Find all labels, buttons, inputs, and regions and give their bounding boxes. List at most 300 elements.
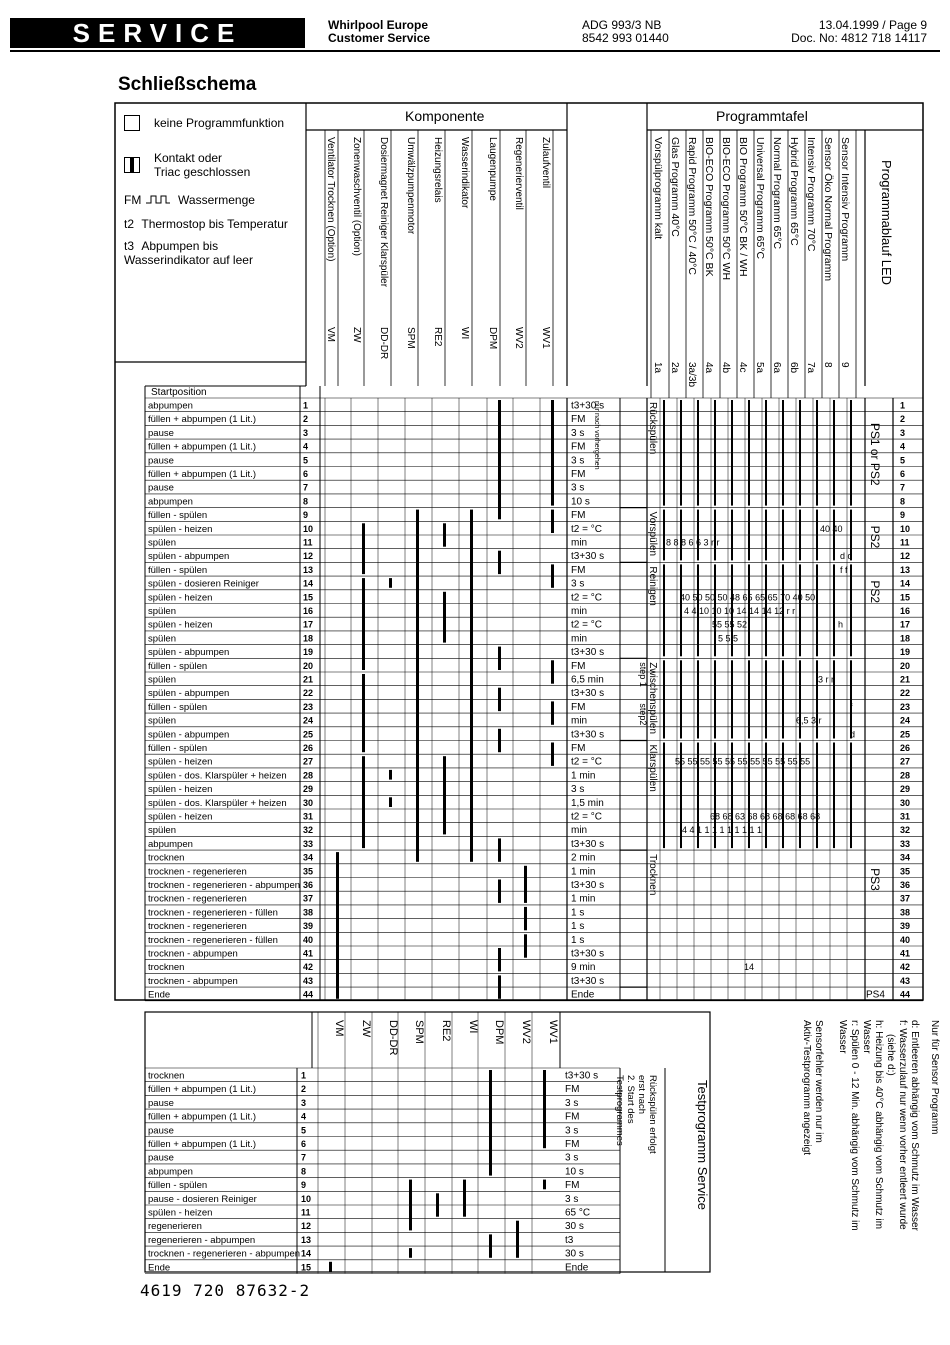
step-time: 9 min	[571, 962, 596, 974]
program-bar	[850, 660, 852, 738]
phase-label: Zwischenspülen	[647, 662, 658, 735]
led-step-number: 5	[900, 455, 906, 466]
step-number: 36	[303, 880, 314, 890]
led-step-number: 33	[900, 838, 911, 849]
program-bar	[816, 400, 818, 506]
contact-bar	[498, 647, 501, 670]
program-bar	[714, 660, 716, 738]
step-time: FM	[571, 743, 586, 754]
step-time: 1,5 min	[571, 797, 604, 809]
contact-bar	[443, 523, 446, 546]
step-time: t3+30 s	[571, 647, 605, 659]
step-time: t3+30 s	[571, 688, 605, 700]
legend-fm: Wassermenge	[178, 193, 255, 207]
test-component-code: RE2	[440, 1020, 452, 1042]
program-bar	[816, 510, 818, 561]
program-value: 8 8 8 6 6 3 r r	[666, 537, 720, 548]
step-number: 32	[303, 825, 314, 836]
step-label: spülen - heizen	[148, 811, 213, 823]
program-bar	[799, 660, 801, 738]
test-component-code: VM	[333, 1020, 345, 1037]
test-step-number: 4	[301, 1111, 307, 1122]
led-label: PS2	[868, 580, 882, 604]
contact-bar	[443, 592, 446, 643]
program-value: 40 50 50 50 48 65 65 65 70 40 50	[680, 592, 816, 603]
note-sensor-only: Nur für Sensor Programm	[929, 1020, 940, 1135]
program-bar	[731, 660, 733, 738]
program-bar	[765, 660, 767, 738]
led-step-number: 11	[900, 537, 910, 548]
step-label: trocknen - abpumpen	[148, 975, 238, 987]
step-time: t3+30 s	[571, 400, 605, 412]
test-step-time: FM	[565, 1111, 580, 1123]
test-step-label: spülen - heizen	[148, 1207, 213, 1219]
component-name: Laugenpumpe	[487, 137, 498, 201]
led-step-number: 13	[900, 564, 911, 575]
program-bar	[748, 400, 750, 506]
led-step-number: 30	[900, 797, 911, 808]
step-label: spülen - heizen	[148, 619, 213, 631]
page-title: Schließschema	[118, 74, 257, 95]
led-step-number: 34	[900, 852, 911, 863]
step-time: 10 s	[571, 496, 590, 508]
component-code: VM	[325, 327, 336, 342]
contact-bar	[362, 756, 365, 848]
program-bar	[799, 400, 801, 506]
step-label: pause	[148, 482, 174, 494]
program-bar	[731, 400, 733, 506]
step-number: 40	[303, 934, 314, 945]
step-time: t3+30 s	[571, 551, 605, 563]
test-step-time: t3	[565, 1234, 574, 1246]
step-number: 27	[303, 756, 314, 767]
step-time: min	[571, 825, 588, 837]
test-contact-bar	[409, 1180, 412, 1231]
startposition-label: Startposition	[151, 387, 207, 398]
test-step-time: FM	[565, 1180, 580, 1192]
led-label: PS1 or PS2	[868, 422, 882, 486]
test-step-number: 5	[301, 1125, 307, 1136]
led-step-number: 32	[900, 825, 911, 836]
step-number: 2	[303, 414, 309, 425]
program-value: h	[838, 619, 844, 630]
component-code: DPM	[487, 327, 498, 350]
contact-bar	[551, 400, 554, 506]
note-d: d: Entleeren abhängig vom Schmutz im Wasser	[909, 1020, 920, 1231]
komponente-title: Komponente	[405, 108, 485, 124]
legend-t3-1: Abpumpen bis	[141, 239, 219, 253]
test-component-code: ZW	[360, 1020, 372, 1038]
step-label: spülen - heizen	[148, 523, 213, 535]
component-code: WI	[459, 327, 470, 340]
program-name: BIO-ECO Programm 50°C WH	[720, 137, 732, 281]
test-contact-bar	[329, 1262, 332, 1272]
step-number: 21	[303, 674, 314, 685]
component-name: Heizungsrelais	[432, 137, 443, 203]
contact-bar	[551, 743, 554, 766]
component-code: WV2	[513, 327, 524, 349]
test-step-number: 14	[301, 1248, 312, 1259]
program-name: Glas Programm 40°C	[669, 137, 681, 237]
program-value: 14	[744, 962, 755, 973]
step-label: füllen - spülen	[148, 701, 208, 713]
test-contact-bar	[463, 1180, 466, 1217]
step-time: 3 s	[571, 482, 585, 494]
test-step-time: 3 s	[565, 1097, 579, 1109]
component-code: RE2	[432, 327, 443, 347]
step-number: 9	[303, 510, 309, 521]
test-step-label: trocknen	[148, 1070, 185, 1082]
program-value: 5 5 5	[718, 633, 739, 644]
program-bar	[850, 564, 852, 656]
service-banner: SERVICE	[10, 18, 305, 48]
test-step-number: 3	[301, 1097, 307, 1108]
part-number: 4619 720 87632-2	[140, 1281, 311, 1300]
test-step-time: 10 s	[565, 1166, 584, 1178]
contact-bar	[389, 797, 392, 807]
test-contact-bar	[489, 1234, 492, 1257]
test-step-label: pause - dosieren Reiniger	[148, 1193, 257, 1205]
program-bar	[748, 660, 750, 738]
note-sensor-2: Aktiv-Testprogramm angezeigt	[801, 1020, 812, 1156]
contact-bar	[470, 564, 473, 670]
contact-bar	[498, 838, 501, 861]
step-label: füllen - spülen	[148, 510, 208, 522]
step-number: 35	[303, 866, 314, 877]
step-time: min	[571, 633, 588, 645]
led-step-number: 20	[900, 660, 911, 671]
program-bar	[748, 510, 750, 561]
program-value: d d	[840, 551, 853, 562]
step-label: spülen - abpumpen	[148, 688, 230, 700]
program-code: 4c	[737, 362, 748, 373]
program-bar	[663, 400, 665, 506]
step-label: abpumpen	[148, 400, 193, 412]
step-number: 20	[303, 660, 314, 671]
step-label: spülen - abpumpen	[148, 551, 230, 563]
doc-number: Doc. No: 4812 718 14117	[791, 31, 927, 45]
step-number: 31	[303, 811, 314, 822]
led-step-number: 36	[900, 880, 911, 890]
step-label: trocknen	[148, 852, 185, 864]
phase-label: Rückspülen	[647, 402, 658, 455]
led-step-number: 39	[900, 921, 911, 932]
contact-bar	[498, 729, 501, 752]
led-step-number: 22	[900, 688, 911, 699]
step-label: füllen - spülen	[148, 564, 208, 576]
contact-bar	[389, 578, 392, 588]
step-label: spülen - heizen	[148, 756, 213, 768]
step-number: 38	[303, 907, 314, 918]
program-bar	[816, 564, 818, 656]
note-f1: f: Wasserzulauf nur wenn vorher entleert wurde	[897, 1020, 908, 1230]
test-step-label: regenerieren - abpumpen	[148, 1234, 256, 1246]
program-name: BIO Programm 50°C BK / WH	[737, 137, 749, 277]
step-time: t2 = °C	[571, 523, 602, 535]
program-bar	[799, 510, 801, 561]
step-time: 1 min	[571, 770, 596, 782]
led-step-number: 10	[900, 523, 911, 534]
phase-label: Klarspülen	[647, 744, 658, 792]
led-step-number: 19	[900, 647, 911, 658]
step-time: FM	[571, 701, 586, 713]
step-number: 11	[303, 537, 313, 548]
test-step-number: 8	[301, 1166, 307, 1177]
program-code: 7a	[805, 362, 816, 374]
program-value: 4 4 10 10 10 14 14 14 12 r r	[684, 606, 796, 616]
test-step-label: Ende	[148, 1262, 171, 1274]
step-label: trocknen - regenerieren	[148, 893, 247, 905]
contact-bar	[416, 743, 419, 862]
led-step-number: 7	[900, 482, 906, 493]
test-note: 2. Start des	[625, 1075, 636, 1124]
contact-bar	[498, 975, 501, 998]
note-h: h: Heizung bis 40°C abhängig vom Schmutz im Wasser	[861, 1020, 884, 1230]
contact-bar	[524, 866, 527, 903]
test-step-time: 30 s	[565, 1248, 584, 1260]
component-code: SPM	[405, 327, 416, 349]
step-number: 17	[303, 619, 314, 630]
step-time: 1 min	[571, 866, 596, 878]
led-step-number: 42	[900, 962, 911, 973]
test-step-number: 15	[301, 1262, 312, 1273]
step-label: trocknen - regenerieren - füllen	[148, 907, 278, 919]
note-sensor-1: Sensorfehler werden nur im	[813, 1020, 824, 1143]
led-step-number: 43	[900, 975, 911, 986]
t2-prefix: t2	[124, 217, 135, 231]
step-number: 10	[303, 523, 314, 534]
step-label: füllen + abpumpen (1 Lit.)	[148, 441, 256, 453]
program-bar	[663, 510, 665, 561]
program-name: Normal Programm 65°C	[771, 137, 783, 250]
component-name: Regenerierventil	[513, 137, 524, 210]
program-bar	[833, 743, 835, 849]
test-component-code: WI	[467, 1020, 479, 1034]
test-step-label: pause	[148, 1097, 174, 1109]
program-value: 6,5 3 r	[796, 715, 822, 726]
test-step-number: 7	[301, 1152, 307, 1163]
program-value: 3 r r	[818, 674, 835, 685]
step-number: 14	[303, 578, 314, 589]
contact-bar	[498, 688, 501, 711]
legend-no-function: keine Programmfunktion	[154, 116, 285, 130]
test-step-time: 65 °C	[565, 1207, 591, 1219]
contact-bar	[416, 660, 419, 752]
program-value: d	[850, 729, 856, 740]
test-contact-bar	[543, 1180, 546, 1190]
step-time: t2 = °C	[571, 592, 602, 604]
step-number: 5	[303, 455, 309, 466]
led-step-number: 8	[900, 496, 906, 507]
component-name: Wasserindikator	[459, 137, 470, 209]
component-name: Zulaufventil	[540, 137, 551, 189]
contact-bar	[470, 660, 473, 752]
step-number: 43	[303, 975, 314, 986]
test-step-time: 3 s	[565, 1152, 579, 1164]
phase-label: Reinigen	[647, 566, 658, 606]
step-number: 29	[303, 784, 314, 795]
step-label: spülen - dos. Klarspüler + heizen	[148, 770, 287, 782]
test-step-time: t3+30 s	[565, 1070, 599, 1082]
led-step-number: 18	[900, 633, 911, 644]
step-label: spülen - heizen	[148, 784, 213, 796]
led-step-number: 17	[900, 619, 911, 630]
step-label: spülen - dosieren Reiniger	[148, 578, 259, 590]
program-code: 4a	[703, 362, 714, 374]
test-component-code: DD-DR	[387, 1020, 399, 1056]
test-step-label: trocknen - regenerieren - abpumpen	[148, 1248, 301, 1260]
step-time: t3+30 s	[571, 948, 605, 960]
contact-bar	[551, 564, 554, 587]
step-number: 13	[303, 564, 314, 575]
led-step-number: 38	[900, 907, 911, 918]
test-step-time: FM	[565, 1139, 580, 1150]
led-step-number: 25	[900, 729, 911, 740]
legend	[124, 113, 304, 267]
step-label: trocknen - abpumpen	[148, 948, 238, 960]
led-step-number: 12	[900, 551, 911, 562]
program-name: Universal Programm 65°C	[754, 137, 766, 260]
led-step-number: 40	[900, 934, 911, 945]
component-code: WV1	[540, 327, 551, 349]
test-step-label: pause	[148, 1125, 174, 1137]
test-step-number: 11	[301, 1207, 311, 1218]
led-step-number: 4	[900, 441, 906, 452]
contact-bar	[551, 701, 554, 724]
program-bar	[833, 510, 835, 561]
step-number: 8	[303, 496, 309, 507]
program-name: Hybrid Programm 65°C	[788, 137, 800, 246]
program-bar	[816, 660, 818, 738]
test-step-number: 10	[301, 1193, 312, 1204]
step-time: FM	[571, 414, 586, 426]
step-label: Ende	[148, 989, 171, 1001]
step-label: spülen - abpumpen	[148, 729, 230, 741]
program-bar	[663, 743, 665, 849]
program-bar	[663, 660, 665, 738]
component-name: Umwälzpumpenmotor	[405, 137, 416, 235]
program-bar	[782, 660, 784, 738]
program-bar	[782, 400, 784, 506]
step-time: FM	[571, 660, 586, 672]
step-number: 4	[303, 441, 309, 452]
step-time: 1 s	[571, 921, 585, 933]
test-step-time: 3 s	[565, 1193, 579, 1205]
company-name: Whirlpool Europe	[328, 18, 428, 32]
program-value: 68 68 63 68 68 68 68 68 68	[710, 811, 821, 822]
step-time: t3+30 s	[571, 975, 605, 987]
led-step-number: 2	[900, 414, 906, 425]
step2-label: step2	[638, 703, 648, 726]
test-contact-bar	[543, 1070, 546, 1148]
led-step-number: 29	[900, 784, 911, 795]
program-bar	[714, 510, 716, 561]
program-code: 9	[839, 362, 850, 368]
contact-bar	[498, 551, 501, 574]
step-number: 24	[303, 715, 314, 726]
fm-prefix: FM	[124, 193, 142, 207]
led-step-number: 37	[900, 893, 911, 904]
led-label: PS2	[868, 525, 882, 549]
led-title: Programmablauf LED	[879, 160, 894, 285]
contact-bar	[551, 510, 554, 533]
test-component-code: WV2	[520, 1020, 532, 1044]
program-code: 2a	[669, 362, 680, 374]
component-name: Dosiermagnet Reiniger Klarspüler	[378, 137, 389, 288]
program-bar	[833, 660, 835, 738]
step-time: t3+30 s	[571, 880, 605, 891]
step-number: 22	[303, 688, 314, 699]
program-name: Vorspülprogramm kalt	[652, 137, 664, 240]
step-time: FM	[571, 510, 586, 522]
programmtafel-title: Programmtafel	[716, 108, 808, 124]
test-component-code: WV1	[547, 1020, 559, 1044]
test-contact-bar	[516, 1221, 519, 1258]
program-bar	[697, 510, 699, 561]
step-number: 42	[303, 962, 314, 973]
contact-bar	[551, 660, 554, 683]
step-time: Ende	[571, 989, 595, 1001]
program-bar	[680, 660, 682, 738]
test-step-label: füllen + abpumpen (1 Lit.)	[148, 1139, 256, 1150]
program-bar	[782, 510, 784, 561]
step-time: 3 s	[571, 455, 585, 467]
step-number: 41	[303, 948, 314, 959]
program-value: 55 55 55 55 55 55 55 55 55 55 55	[675, 756, 811, 767]
step-time: t3+30 s	[571, 838, 605, 850]
test-step-time: 30 s	[565, 1221, 584, 1233]
led-step-number: 14	[900, 578, 911, 589]
component-name: Zonenwaschventil (Option)	[351, 137, 362, 256]
program-value: 40 40	[820, 523, 843, 534]
step-time: FM	[571, 469, 586, 480]
step-time: t2 = °C	[571, 811, 602, 823]
step-time: min	[571, 606, 588, 617]
step-time: 1 s	[571, 907, 585, 919]
step-label: trocknen - regenerieren - füllen	[148, 934, 278, 946]
t3-prefix: t3	[124, 239, 135, 253]
contact-bar	[524, 934, 527, 957]
contact-bar	[498, 400, 501, 519]
contact-bar	[362, 523, 365, 574]
led-step-number: 24	[900, 715, 911, 726]
program-bar	[680, 400, 682, 506]
contact-bar	[470, 743, 473, 862]
test-step-number: 12	[301, 1221, 312, 1232]
step-time: FM	[571, 441, 586, 453]
test-step-time: Ende	[565, 1262, 589, 1274]
program-bar	[765, 400, 767, 506]
step-number: 23	[303, 701, 314, 712]
contact-bar	[443, 756, 446, 834]
step-number: 39	[303, 921, 314, 932]
legend-t2: Thermostop bis Temperatur	[141, 217, 288, 231]
step-label: pause	[148, 455, 174, 467]
contact-bar	[336, 852, 339, 999]
program-bar	[765, 510, 767, 561]
contact-bar	[362, 674, 365, 752]
led-step-number: 23	[900, 701, 911, 712]
contact-bar	[524, 907, 527, 930]
led-step-number: 6	[900, 469, 906, 479]
pulse-wave-icon	[145, 194, 171, 204]
test-step-number: 6	[301, 1139, 307, 1149]
program-code: 6b	[788, 362, 799, 374]
rueck-note: nur nach vorhergehen	[592, 401, 600, 470]
step-label: pause	[148, 427, 174, 439]
step-number: 15	[303, 592, 314, 603]
step-label: abpumpen	[148, 496, 193, 508]
